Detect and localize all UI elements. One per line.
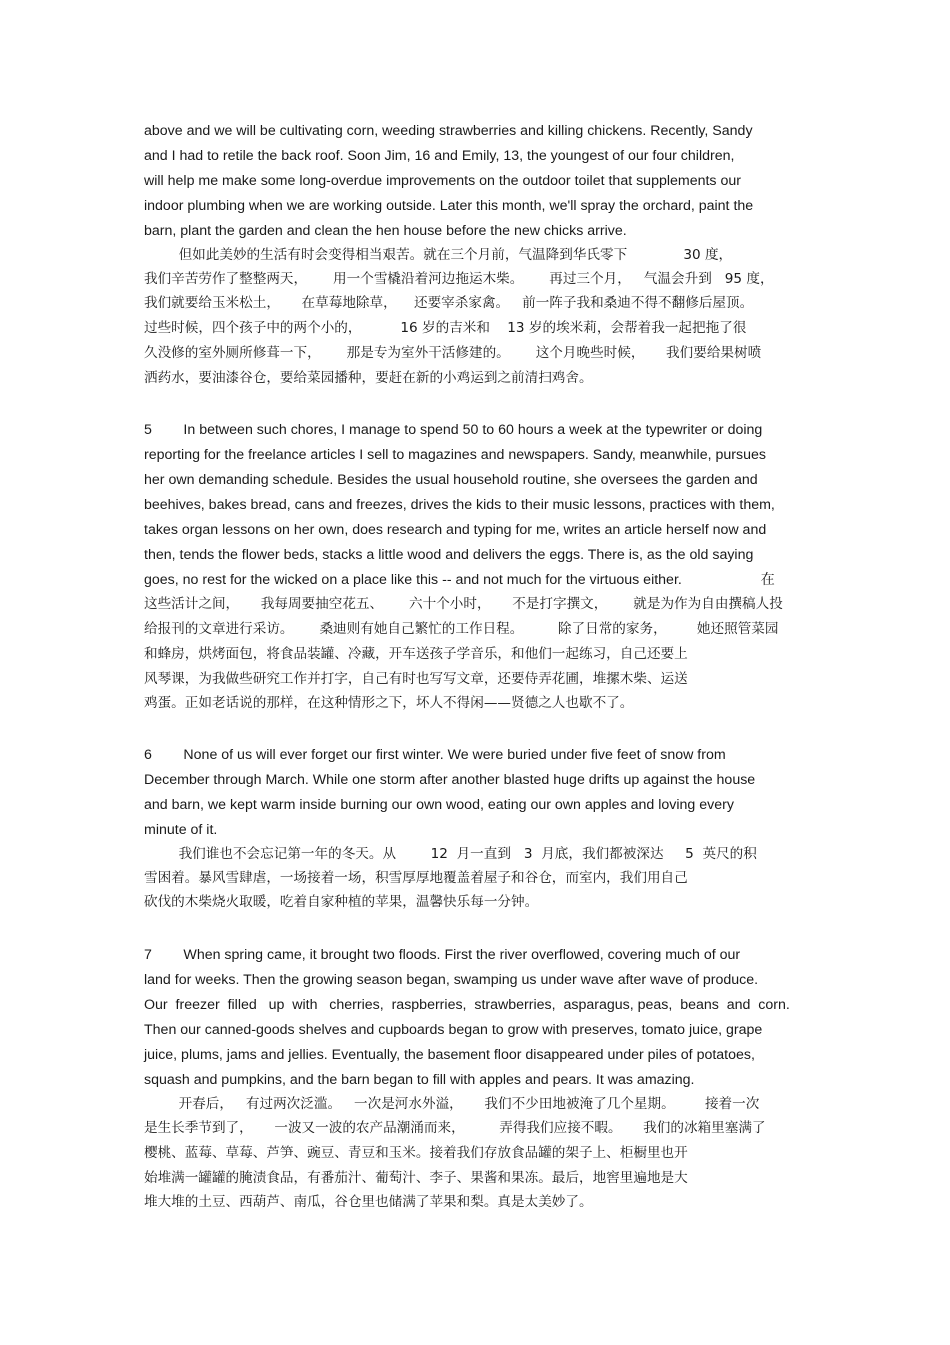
- translation-line: 雪困着。暴风雪肆虐，一场接着一场，积雪厚厚地覆盖着屋子和谷仓，而室内，我们用自己: [144, 870, 688, 886]
- paragraph-line: Our freezer filled up with cherries, raspberries, strawberries, asparagus, peas, beans and corn.: [144, 997, 790, 1013]
- translation-line: 始堆满一罐罐的腌渍食品，有番茄汁、葡萄汁、李子、果酱和果冻。最后，地窖里遍地是大: [144, 1170, 688, 1186]
- paragraph-line: above and we will be cultivating corn, weeding strawberries and killing chickens. Recently, Sandy: [144, 123, 753, 139]
- paragraph-line: land for weeks. Then the growing season began, swamping us under wave after wave of produce.: [144, 972, 759, 988]
- paragraph-line: and barn, we kept warm inside burning our own wood, eating our own apples and loving every: [144, 797, 734, 813]
- paragraph-line: minute of it.: [144, 822, 218, 838]
- translation-line: 堆大堆的土豆、西葫芦、南瓜，谷仓里也储满了苹果和梨。真是太美妙了。: [144, 1194, 593, 1210]
- translation-line: 给报刊的文章进行采访。 桑迪则有她自己繁忙的工作日程。 除了日常的家务， 她还照管菜园: [144, 621, 779, 637]
- translation-line: 我们就要给玉米松土， 在草莓地除草， 还要宰杀家禽。 前一阵子我和桑迪不得不翻修后屋顶。: [144, 295, 754, 311]
- paragraph-line: juice, plums, jams and jellies. Eventually, the basement floor disappeared under piles of potatoes,: [144, 1047, 755, 1063]
- paragraph-line: will help me make some long-overdue improvements on the outdoor toilet that supplements our: [144, 173, 741, 189]
- translation-line: 但如此美妙的生活有时会变得相当艰苦。就在三个月前，气温降到华氏零下 30 度，: [144, 247, 733, 263]
- paragraph-line: and I had to retile the back roof. Soon Jim, 16 and Emily, 13, the youngest of our four children,: [144, 148, 735, 164]
- translation-line: 砍伐的木柴烧火取暖，吃着自家种植的苹果，温馨快乐每一分钟。: [144, 894, 539, 910]
- translation-line: 和蜂房，烘烤面包，将食品装罐、冷藏，开车送孩子学音乐，和他们一起练习，自己还要上: [144, 646, 688, 662]
- paragraph-line: goes, no rest for the wicked on a place like this -- and not much for the virtuous either. 在: [144, 572, 775, 588]
- translation-line: 久没修的室外厕所修葺一下， 那是专为室外干活修建的。 这个月晚些时候， 我们要给果树喷: [144, 345, 762, 361]
- translation-line: 是生长季节到了， 一波又一波的农产品潮涌而来， 弄得我们应接不暇。 我们的冰箱里塞满了: [144, 1120, 766, 1136]
- translation-line: 过些时候，四个孩子中的两个小的， 16 岁的吉米和 13 岁的埃米莉，会帮着我一起把拖了很: [144, 320, 747, 336]
- paragraph-line: December through March. While one storm after another blasted huge drifts up against the house: [144, 772, 756, 788]
- paragraph-line: reporting for the freelance articles I sell to magazines and newspapers. Sandy, meanwhile, pursues: [144, 447, 766, 463]
- paragraph-line: indoor plumbing when we are working outside. Later this month, we'll spray the orchard, paint the: [144, 198, 754, 214]
- paragraph-line: squash and pumpkins, and the barn began to fill with apples and pears. It was amazing.: [144, 1072, 695, 1088]
- paragraph-line: 5 In between such chores, I manage to spend 50 to 60 hours a week at the typewriter or doing: [144, 422, 763, 438]
- paragraph-line: 6 None of us will ever forget our first winter. We were buried under five feet of snow from: [144, 747, 726, 763]
- paragraph-line: takes organ lessons on her own, does research and typing for me, writes an article herself now and: [144, 522, 767, 538]
- paragraph-line: her own demanding schedule. Besides the usual household routine, she oversees the garden and: [144, 472, 758, 488]
- paragraph-line: Then our canned-goods shelves and cupboards began to grow with preserves, tomato juice, grape: [144, 1022, 763, 1038]
- translation-line: 这些活计之间， 我每周要抽空花五、 六十个小时， 不是打字撰文， 就是为作为自由撰稿人投: [144, 596, 783, 612]
- paragraph-line: barn, plant the garden and clean the hen house before the new chicks arrive.: [144, 223, 627, 239]
- paragraph-line: 7 When spring came, it brought two floods. First the river overflowed, covering much of our: [144, 947, 741, 963]
- translation-line: 开春后， 有过两次泛滥。 一次是河水外溢， 我们不少田地被淹了几个星期。 接着一次: [144, 1096, 760, 1112]
- paragraph-line: beehives, bakes bread, cans and freezes, drives the kids to their music lessons, practices with them,: [144, 497, 775, 513]
- translation-line: 我们辛苦劳作了整整两天， 用一个雪橇沿着河边拖运木柴。 再过三个月， 气温会升到 95 度，: [144, 271, 774, 287]
- paragraph-line: then, tends the flower beds, stacks a little wood and delivers the eggs. There is, as the old saying: [144, 547, 754, 563]
- translation-line: 我们谁也不会忘记第一年的冬天。从 12 月一直到 3 月底，我们都被深达 5 英尺的积: [144, 846, 757, 862]
- translation-line: 鸡蛋。正如老话说的那样，在这种情形之下，坏人不得闲——贤德之人也歇不了。: [144, 695, 634, 711]
- translation-line: 风琴课，为我做些研究工作并打字，自己有时也写写文章，还要侍弄花圃，堆摞木柴、运送: [144, 671, 688, 687]
- translation-line: 樱桃、蓝莓、草莓、芦笋、豌豆、青豆和玉米。接着我们存放食品罐的架子上、柜橱里也开: [144, 1145, 688, 1161]
- translation-line: 洒药水，要油漆谷仓，要给菜园播种，要赶在新的小鸡运到之前清扫鸡舍。: [144, 370, 593, 386]
